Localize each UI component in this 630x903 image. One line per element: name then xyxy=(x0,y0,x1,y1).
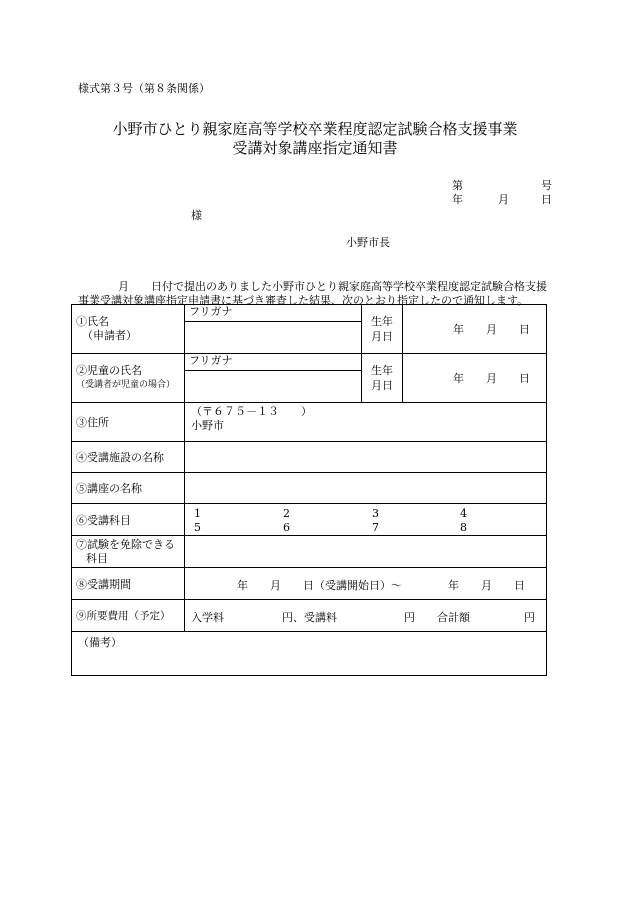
exempt-label: ⑦試験を免除できる xyxy=(76,537,175,551)
issue-month: 月 xyxy=(498,193,509,206)
number-prefix: 第 xyxy=(452,179,463,192)
exempt-row xyxy=(72,536,547,568)
exempt-value[interactable] xyxy=(185,536,547,568)
issue-year: 年 xyxy=(452,193,463,206)
issuer-name: 小野市長 xyxy=(346,236,390,249)
child-furigana: フリガナ xyxy=(185,354,361,371)
document-title-line2: 受講対象講座指定通知書 xyxy=(232,139,398,157)
applicant-birthdate[interactable]: 年 月 日 xyxy=(403,305,547,354)
subjects-label: ⑥受講科目 xyxy=(72,504,185,536)
tuition-label: 円、受講料 xyxy=(282,610,337,624)
course-label: ⑤講座の名称 xyxy=(72,473,185,504)
period-end: 年 月 日 xyxy=(448,578,525,592)
child-label-cell xyxy=(72,354,185,403)
applicant-row xyxy=(72,305,547,354)
child-birthdate[interactable]: 年 月 日 xyxy=(403,354,547,403)
exempt-label-cell xyxy=(72,536,185,568)
document-title-line1: 小野市ひとり親家庭高等学校卒業程度認定試験合格支援事業 xyxy=(112,120,518,138)
child-birth-label-cell xyxy=(362,354,403,403)
facility-value[interactable] xyxy=(185,442,547,473)
subject-number: 5 xyxy=(194,520,201,534)
subject-number: 8 xyxy=(460,520,467,534)
cost-cell[interactable] xyxy=(185,600,547,632)
child-label: ②児童の氏名 xyxy=(76,364,142,377)
form-number: 様式第３号（第８条関係） xyxy=(78,82,210,95)
subject-number: 7 xyxy=(372,520,379,534)
course-row xyxy=(72,473,547,504)
total-label: 円 合計額 xyxy=(404,610,470,624)
subject-number: 6 xyxy=(283,520,290,534)
address-label: ③住所 xyxy=(72,403,185,442)
period-label: ⑧受講期間 xyxy=(72,568,185,600)
addressee-honorific: 様 xyxy=(191,209,202,222)
period-row xyxy=(72,568,547,600)
period-cell[interactable] xyxy=(185,568,547,600)
applicant-furigana: フリガナ xyxy=(185,305,361,322)
subject-number: 2 xyxy=(283,506,290,520)
subjects-cell[interactable] xyxy=(185,504,547,536)
address-city: 小野市 xyxy=(191,419,224,432)
number-suffix: 号 xyxy=(541,179,552,192)
issue-day: 日 xyxy=(541,193,552,206)
birth-label-top: 生年 xyxy=(371,315,393,328)
address-row xyxy=(72,403,547,442)
remarks-row xyxy=(72,632,547,676)
entrance-fee-label: 入学料 xyxy=(191,610,224,624)
address-cell[interactable] xyxy=(185,403,547,442)
child-row xyxy=(72,354,547,403)
remarks-label: （備考） xyxy=(78,636,122,649)
birth-label-bottom: 月日 xyxy=(371,379,393,392)
applicant-label: ①氏名 xyxy=(76,315,109,328)
subject-number: 1 xyxy=(194,506,201,520)
facility-row xyxy=(72,442,547,473)
child-sublabel: （受講者が児童の場合） xyxy=(76,380,176,390)
birth-label-top: 生年 xyxy=(371,364,393,377)
remarks-cell[interactable] xyxy=(72,632,547,676)
period-start: 年 月 日（受講開始日）～ xyxy=(237,578,402,592)
postal-code: （〒６７５－１３ ） xyxy=(191,405,312,418)
cost-label: ⑨所要費用（予定） xyxy=(72,600,185,632)
subject-number: 3 xyxy=(372,506,379,520)
applicant-label-cell xyxy=(72,305,185,354)
applicant-sublabel: （申請者） xyxy=(82,329,137,342)
applicant-name-cell[interactable] xyxy=(185,305,362,354)
body-text-line2: 事業受講対象講座指定申請書に基づき審査した結果、次のとおり指定したので通知します。 xyxy=(78,294,529,307)
birth-label-bottom: 月日 xyxy=(371,330,393,343)
child-name-cell[interactable] xyxy=(185,354,362,403)
course-value[interactable] xyxy=(185,473,547,504)
cost-row xyxy=(72,600,547,632)
subject-number: 4 xyxy=(460,506,467,520)
subjects-row xyxy=(72,504,547,536)
exempt-label-sub: 科目 xyxy=(86,551,108,565)
total-yen: 円 xyxy=(524,610,535,624)
designation-table xyxy=(71,304,547,676)
applicant-birth-label-cell xyxy=(362,305,403,354)
facility-label: ④受講施設の名称 xyxy=(72,442,185,473)
body-text-line1: 月 日付で提出のありました小野市ひとり親家庭高等学校卒業程度認定試験合格支援 xyxy=(118,280,547,293)
